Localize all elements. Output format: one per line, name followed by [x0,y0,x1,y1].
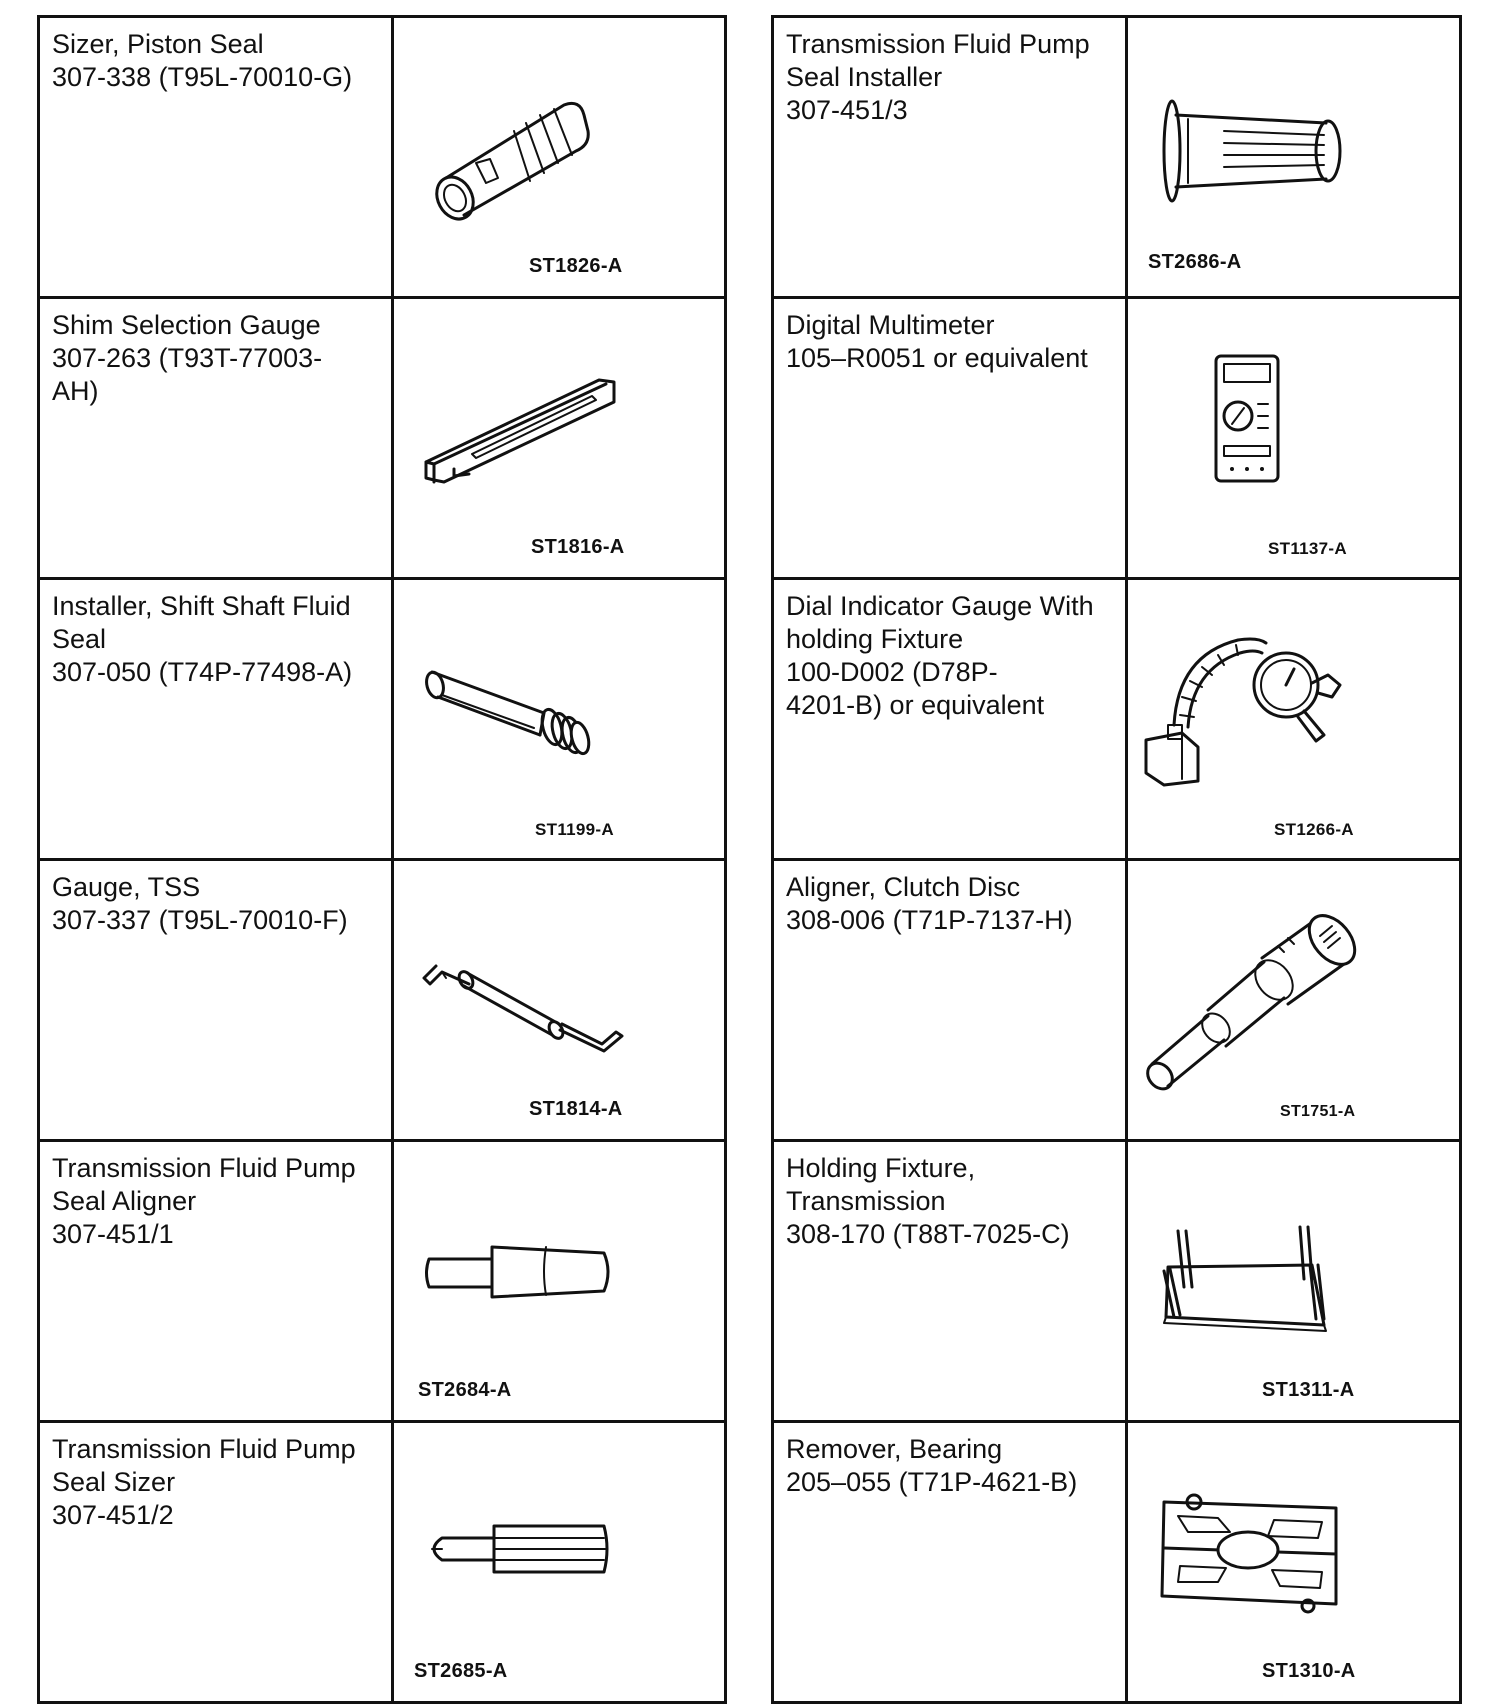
tool-description [773,1141,1127,1422]
table-row [773,1422,1461,1703]
table-row [773,17,1461,298]
tool-illustration-cell [1127,298,1461,579]
table-row [773,1141,1461,1422]
table-row [39,298,726,579]
tool-name-line: Digital Multimeter [786,310,995,340]
tool-illustration-cell [393,579,726,860]
tool-number-line: 307-451/2 [52,1500,174,1530]
tool-code: ST1199-A [535,820,614,839]
tool-name-line: Shim Selection Gauge [52,310,321,340]
tool-name-line: Remover, Bearing [786,1434,1003,1464]
tool-description [39,1422,393,1703]
table-row [39,1141,726,1422]
tool-name-line: Transmission [786,1186,946,1216]
tool-description [39,579,393,860]
tool-illustration-cell [1127,579,1461,860]
tool-illustration-cell [393,860,726,1141]
tool-description [773,1422,1127,1703]
tool-name-line: Installer, Shift Shaft Fluid [52,591,351,621]
special-tools-table-right [771,15,1462,1704]
tool-name-line: Transmission Fluid Pump [52,1153,356,1183]
tool-illustration-cell [1127,860,1461,1141]
tool-number-line: AH) [52,376,99,406]
tool-code: ST1137-A [1268,539,1347,558]
tool-code: ST1814-A [529,1098,623,1120]
tool-name-line: Transmission Fluid Pump [786,29,1090,59]
tool-description [39,17,393,298]
tool-name-line: Seal [52,624,107,654]
tool-number-line: 308-006 (T71P-7137-H) [786,905,1073,935]
tool-code: ST1816-A [531,536,625,558]
tool-number-line: 105–R0051 or equivalent [786,343,1088,373]
tool-number-line: 308-170 (T88T-7025-C) [786,1219,1070,1249]
tool-code: ST1751-A [1280,1103,1356,1120]
tool-number-line: 307-050 (T74P-77498-A) [52,657,353,687]
table-row [773,298,1461,579]
tool-code: ST1826-A [529,255,623,277]
tool-code: ST1311-A [1262,1379,1355,1401]
tool-description [773,860,1127,1141]
tool-name-line: Seal Aligner [52,1186,197,1216]
multimeter-icon [1128,299,1459,577]
tool-illustration-cell [1127,17,1461,298]
tool-illustration-cell [393,17,726,298]
tool-name-line: Dial Indicator Gauge With [786,591,1094,621]
tool-name-line: Sizer, Piston Seal [52,29,264,59]
table-row [39,579,726,860]
tool-number-line: 307-338 (T95L-70010-G) [52,62,353,92]
table-row [39,1422,726,1703]
tool-description [773,579,1127,860]
special-tools-table-left [37,15,727,1704]
tool-number-line: 307-451/1 [52,1219,174,1249]
tool-description [773,17,1127,298]
tool-code: ST2684-A [418,1379,512,1401]
tool-code: ST1310-A [1262,1660,1356,1682]
table-row [773,579,1461,860]
tool-illustration-cell [1127,1422,1461,1703]
tool-description [39,1141,393,1422]
tool-name-line: Seal Installer [786,62,943,92]
tool-name-line: Gauge, TSS [52,872,201,902]
dial-indicator-icon [1128,580,1459,858]
tool-name-line: Aligner, Clutch Disc [786,872,1021,902]
tool-description [773,298,1127,579]
clutch-disc-aligner-icon [1128,861,1459,1139]
table-row [39,17,726,298]
tool-number-line: 100-D002 (D78P- [786,657,998,687]
tool-number-line: 307-263 (T93T-77003- [52,343,323,373]
table-row [39,860,726,1141]
tool-illustration-cell [1127,1141,1461,1422]
tool-name-line: Holding Fixture, [786,1153,976,1183]
tool-number-line: 307-337 (T95L-70010-F) [52,905,348,935]
tool-number-line: 205–055 (T71P-4621-B) [786,1467,1078,1497]
shift-shaft-seal-installer-icon [394,580,724,858]
tool-description [39,860,393,1141]
tool-name-line: Transmission Fluid Pump [52,1434,356,1464]
tool-number-line: 307-451/3 [786,95,908,125]
tool-number-line: 4201-B) or equivalent [786,690,1045,720]
table-row [773,860,1461,1141]
tool-code: ST2685-A [414,1660,508,1682]
tool-name-line: Seal Sizer [52,1467,176,1497]
tool-description [39,298,393,579]
tool-code: ST1266-A [1274,820,1354,839]
tool-illustration-cell [393,298,726,579]
tool-illustration-cell [393,1422,726,1703]
tool-illustration-cell [393,1141,726,1422]
tool-name-line: holding Fixture [786,624,964,654]
tool-code: ST2686-A [1148,251,1242,273]
